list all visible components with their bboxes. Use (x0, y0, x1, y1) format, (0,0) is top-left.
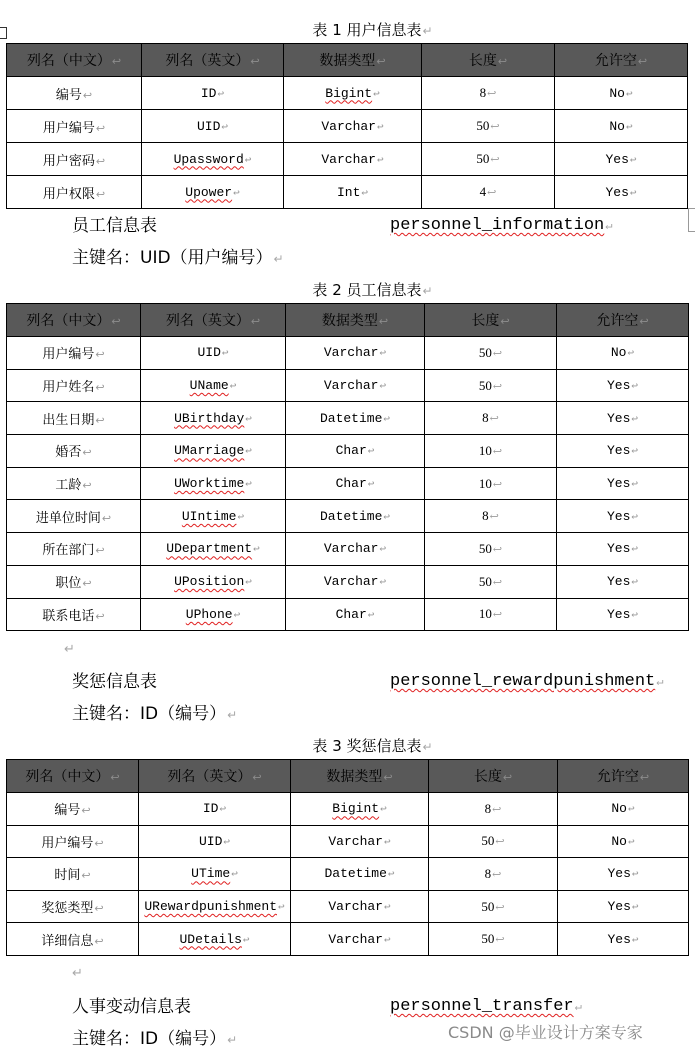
table-row (7, 143, 688, 176)
table-cell: 用户密码↩ (7, 143, 142, 176)
table-cell: 4↩ (422, 176, 555, 209)
column-header: 列名（英文）↩ (139, 760, 291, 793)
table-cell: No↩ (558, 793, 689, 826)
table-row (7, 176, 688, 209)
table-cell: UDepartment↩ (141, 533, 286, 566)
table-cell: No↩ (558, 825, 689, 858)
table-cell: Varchar↩ (291, 923, 429, 956)
table-cell: Yes↩ (557, 402, 689, 435)
section2-heading: 员工信息表 personnel_information↵ (72, 216, 613, 236)
table-cell: 用户姓名↩ (7, 369, 141, 402)
table-cell: Datetime↩ (291, 858, 429, 891)
column-header: 数据类型↩ (284, 44, 422, 77)
table-cell: Yes↩ (557, 565, 689, 598)
table-cell: 10↩ (425, 598, 557, 631)
table-cell: Yes↩ (557, 598, 689, 631)
section4-primary-key: 主键名：ID（编号）↵ (72, 1029, 238, 1049)
table-header-row (7, 304, 689, 337)
table-row (7, 858, 689, 891)
table-cell: 10↩ (425, 435, 557, 468)
table-cell: Bigint↩ (291, 793, 429, 826)
table-row (7, 890, 689, 923)
table-row (7, 467, 689, 500)
column-header: 数据类型↩ (291, 760, 429, 793)
table-cell: Yes↩ (558, 890, 689, 923)
table-cell: 50↩ (429, 825, 558, 858)
table-cell: 用户编号↩ (7, 110, 142, 143)
table-row (7, 110, 688, 143)
table1 (6, 43, 688, 209)
table-row (7, 369, 689, 402)
table-header-row (7, 44, 688, 77)
table3-caption: 表 3 奖惩信息表↵ (312, 737, 433, 755)
empty-paragraph-mark: ↵ (72, 966, 83, 981)
table-cell: Yes↩ (557, 533, 689, 566)
table-row (7, 435, 689, 468)
table-cell: No↩ (555, 110, 688, 143)
table-cell: Yes↩ (555, 143, 688, 176)
table-header-row (7, 760, 689, 793)
table-cell: Int↩ (284, 176, 422, 209)
table-row (7, 500, 689, 533)
table-cell: Yes↩ (557, 500, 689, 533)
table-cell: Char↩ (286, 467, 425, 500)
table-cell: UMarriage↩ (141, 435, 286, 468)
table-row (7, 923, 689, 956)
table-cell: Varchar↩ (291, 890, 429, 923)
table-row (7, 825, 689, 858)
table-cell: UPhone↩ (141, 598, 286, 631)
table-cell: 10↩ (425, 467, 557, 500)
table-cell: Char↩ (286, 435, 425, 468)
empty-paragraph-mark: ↵ (64, 642, 75, 657)
table-cell: 8↩ (429, 858, 558, 891)
table-cell: 用户编号↩ (7, 337, 141, 370)
table-cell: Varchar↩ (286, 533, 425, 566)
column-header: 数据类型↩ (286, 304, 425, 337)
column-header: 长度↩ (429, 760, 558, 793)
table-cell: UBirthday↩ (141, 402, 286, 435)
table-name-cn: 员工信息表 (72, 216, 157, 236)
table-cell: Upassword↩ (142, 143, 284, 176)
table3 (6, 759, 689, 956)
section3-heading: 奖惩信息表 personnel_rewardpunishment↵ (72, 672, 664, 692)
table-cell: UID↩ (142, 110, 284, 143)
table-row (7, 402, 689, 435)
table-name-cn: 奖惩信息表 (72, 672, 157, 692)
column-header: 长度↩ (425, 304, 557, 337)
table-cell: 8↩ (429, 793, 558, 826)
table2 (6, 303, 689, 631)
table-row (7, 533, 689, 566)
column-header: 允许空↩ (557, 304, 689, 337)
table-cell: Upower↩ (142, 176, 284, 209)
column-header: 列名（中文）↩ (7, 760, 139, 793)
table-cell: Datetime↩ (286, 500, 425, 533)
table-cell: UPosition↩ (141, 565, 286, 598)
table-cell: Varchar↩ (286, 369, 425, 402)
table-cell: Varchar↩ (286, 565, 425, 598)
table-cell: ID↩ (142, 77, 284, 110)
table-cell: 时间↩ (7, 858, 139, 891)
table-cell: UDetails↩ (139, 923, 291, 956)
section4-heading: 人事变动信息表 personnel_transfer↵ (72, 997, 582, 1017)
table-cell: UID↩ (139, 825, 291, 858)
section3-primary-key: 主键名：ID（编号）↵ (72, 704, 238, 724)
column-header: 长度↩ (422, 44, 555, 77)
table-cell: Bigint↩ (284, 77, 422, 110)
table-cell: Varchar↩ (284, 143, 422, 176)
table-cell: 50↩ (422, 110, 555, 143)
table-cell: Varchar↩ (291, 825, 429, 858)
table-row (7, 337, 689, 370)
table-cell: 用户权限↩ (7, 176, 142, 209)
table-cell: Datetime↩ (286, 402, 425, 435)
table-cell: 工龄↩ (7, 467, 141, 500)
table-cell: Yes↩ (555, 176, 688, 209)
table-cell: 用户编号↩ (7, 825, 139, 858)
table-row (7, 598, 689, 631)
column-header: 允许空↩ (558, 760, 689, 793)
table2-caption: 表 2 员工信息表↵ (312, 281, 433, 299)
table-cell: 50↩ (425, 337, 557, 370)
table-cell: UName↩ (141, 369, 286, 402)
table-cell: 编号↩ (7, 77, 142, 110)
table-name-en: personnel_information (390, 216, 605, 235)
table-cell: 编号↩ (7, 793, 139, 826)
table-cell: ID↩ (139, 793, 291, 826)
table-cell: No↩ (557, 337, 689, 370)
table-cell: 进单位时间↩ (7, 500, 141, 533)
table-cell: UTime↩ (139, 858, 291, 891)
column-header: 列名（中文）↩ (7, 44, 142, 77)
table-cell: 50↩ (425, 565, 557, 598)
table-cell: 奖惩类型↩ (7, 890, 139, 923)
table-cell: 职位↩ (7, 565, 141, 598)
table-cell: 50↩ (422, 143, 555, 176)
table-cell: 50↩ (429, 923, 558, 956)
column-header: 列名（英文）↩ (141, 304, 286, 337)
table-cell: 50↩ (425, 533, 557, 566)
table-cell: Yes↩ (557, 435, 689, 468)
table-cell: 联系电话↩ (7, 598, 141, 631)
table-cell: UID↩ (141, 337, 286, 370)
table-cell: No↩ (555, 77, 688, 110)
table-cell: 婚否↩ (7, 435, 141, 468)
table-cell: Yes↩ (558, 858, 689, 891)
table-cell: UWorktime↩ (141, 467, 286, 500)
table-cell: 出生日期↩ (7, 402, 141, 435)
table-row (7, 565, 689, 598)
column-header: 允许空↩ (555, 44, 688, 77)
table1-caption: 表 1 用户信息表↵ (312, 21, 433, 39)
table-cell: 50↩ (429, 890, 558, 923)
column-header: 列名（英文）↩ (142, 44, 284, 77)
table-cell: 所在部门↩ (7, 533, 141, 566)
table-name-cn: 人事变动信息表 (72, 997, 191, 1017)
table-cell: Varchar↩ (286, 337, 425, 370)
column-header: 列名（中文）↩ (7, 304, 141, 337)
table-cell: UIntime↩ (141, 500, 286, 533)
table-cell: 50↩ (425, 369, 557, 402)
table-cell: 8↩ (425, 500, 557, 533)
table-cell: URewardpunishment↩ (139, 890, 291, 923)
table-cell: Yes↩ (558, 923, 689, 956)
table-row (7, 77, 688, 110)
table-cell: 8↩ (422, 77, 555, 110)
table-row (7, 793, 689, 826)
section2-primary-key: 主键名：UID（用户编号）↵ (72, 248, 284, 268)
section-marker (688, 208, 695, 232)
table-name-en: personnel_rewardpunishment (390, 672, 656, 691)
table-cell: Varchar↩ (284, 110, 422, 143)
table-cell: 详细信息↩ (7, 923, 139, 956)
table-cell: Yes↩ (557, 369, 689, 402)
watermark: CSDN @毕业设计方案专家 (448, 1023, 643, 1042)
table-name-en: personnel_transfer (390, 997, 574, 1016)
table-cell: Yes↩ (557, 467, 689, 500)
table-cell: 8↩ (425, 402, 557, 435)
table-cell: Char↩ (286, 598, 425, 631)
